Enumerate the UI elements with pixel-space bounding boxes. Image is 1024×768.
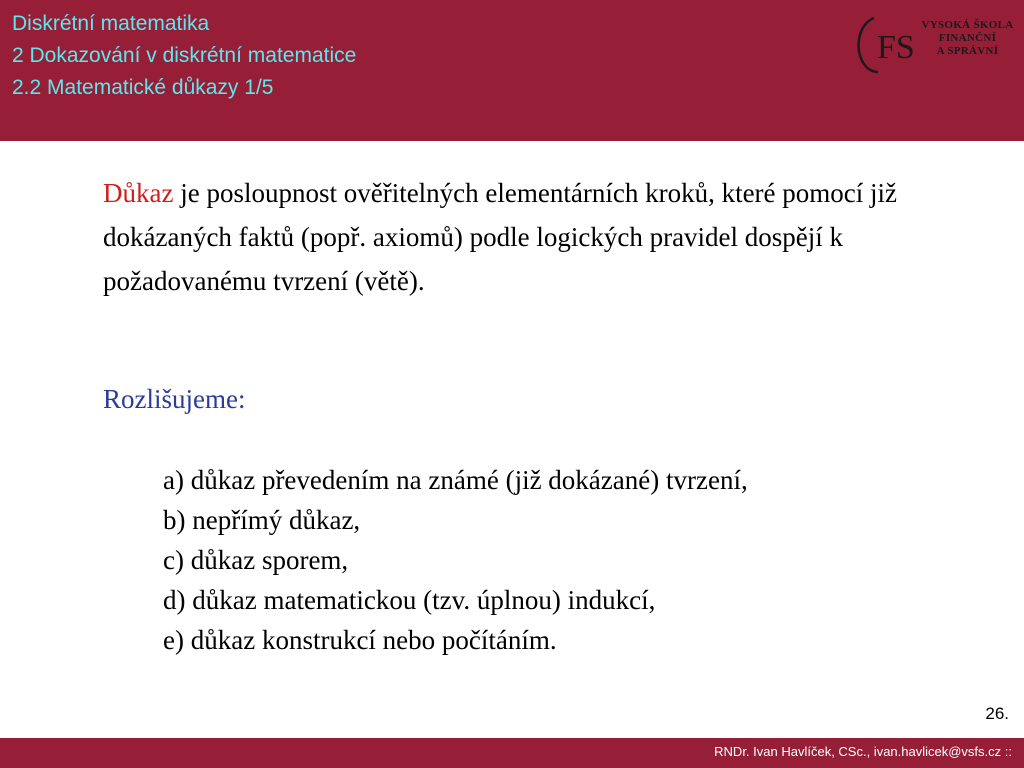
list-item: b) nepřímý důkaz, bbox=[163, 505, 361, 535]
definition-term: Důkaz bbox=[103, 178, 174, 208]
proof-types-list bbox=[163, 460, 748, 660]
section-title: 2.2 Matematické důkazy 1/5 bbox=[12, 76, 274, 99]
logo-line: FINANČNÍ bbox=[938, 32, 997, 44]
logo-mark-icon bbox=[850, 14, 920, 74]
list-item: d) důkaz matematickou (tzv. úplnou) indukcí, bbox=[163, 585, 656, 615]
list-item: c) důkaz sporem, bbox=[163, 545, 349, 575]
logo-line: VYSOKÁ ŠKOLA bbox=[921, 19, 1014, 31]
chapter-title: 2 Dokazování v diskrétní matematice bbox=[12, 44, 357, 67]
logo-line: A SPRÁVNÍ bbox=[936, 45, 999, 57]
definition-text: je posloupnost ověřitelných elementárních kroků, které pomocí již dokázaných faktů (popř. axiomů) podle logických pravidel dospějí k požadovanému tvrzení (větě). bbox=[103, 178, 898, 296]
school-logo bbox=[850, 14, 1020, 74]
definition-paragraph bbox=[103, 171, 903, 303]
logo-letters: FS bbox=[877, 29, 915, 66]
list-item: e) důkaz konstrukcí nebo počítáním. bbox=[163, 625, 557, 655]
slide-footer bbox=[0, 738, 1024, 768]
logo-text bbox=[920, 19, 1015, 58]
slide-header bbox=[0, 0, 1024, 141]
list-item: a) důkaz převedením na známé (již dokázané) tvrzení, bbox=[163, 465, 748, 495]
subheading: Rozlišujeme: bbox=[103, 384, 246, 414]
page-number: 26. bbox=[985, 704, 1009, 723]
author-contact: RNDr. Ivan Havlíček, CSc., ivan.havlicek@vsfs.cz :: bbox=[714, 744, 1012, 759]
course-title: Diskrétní matematika bbox=[12, 12, 210, 35]
